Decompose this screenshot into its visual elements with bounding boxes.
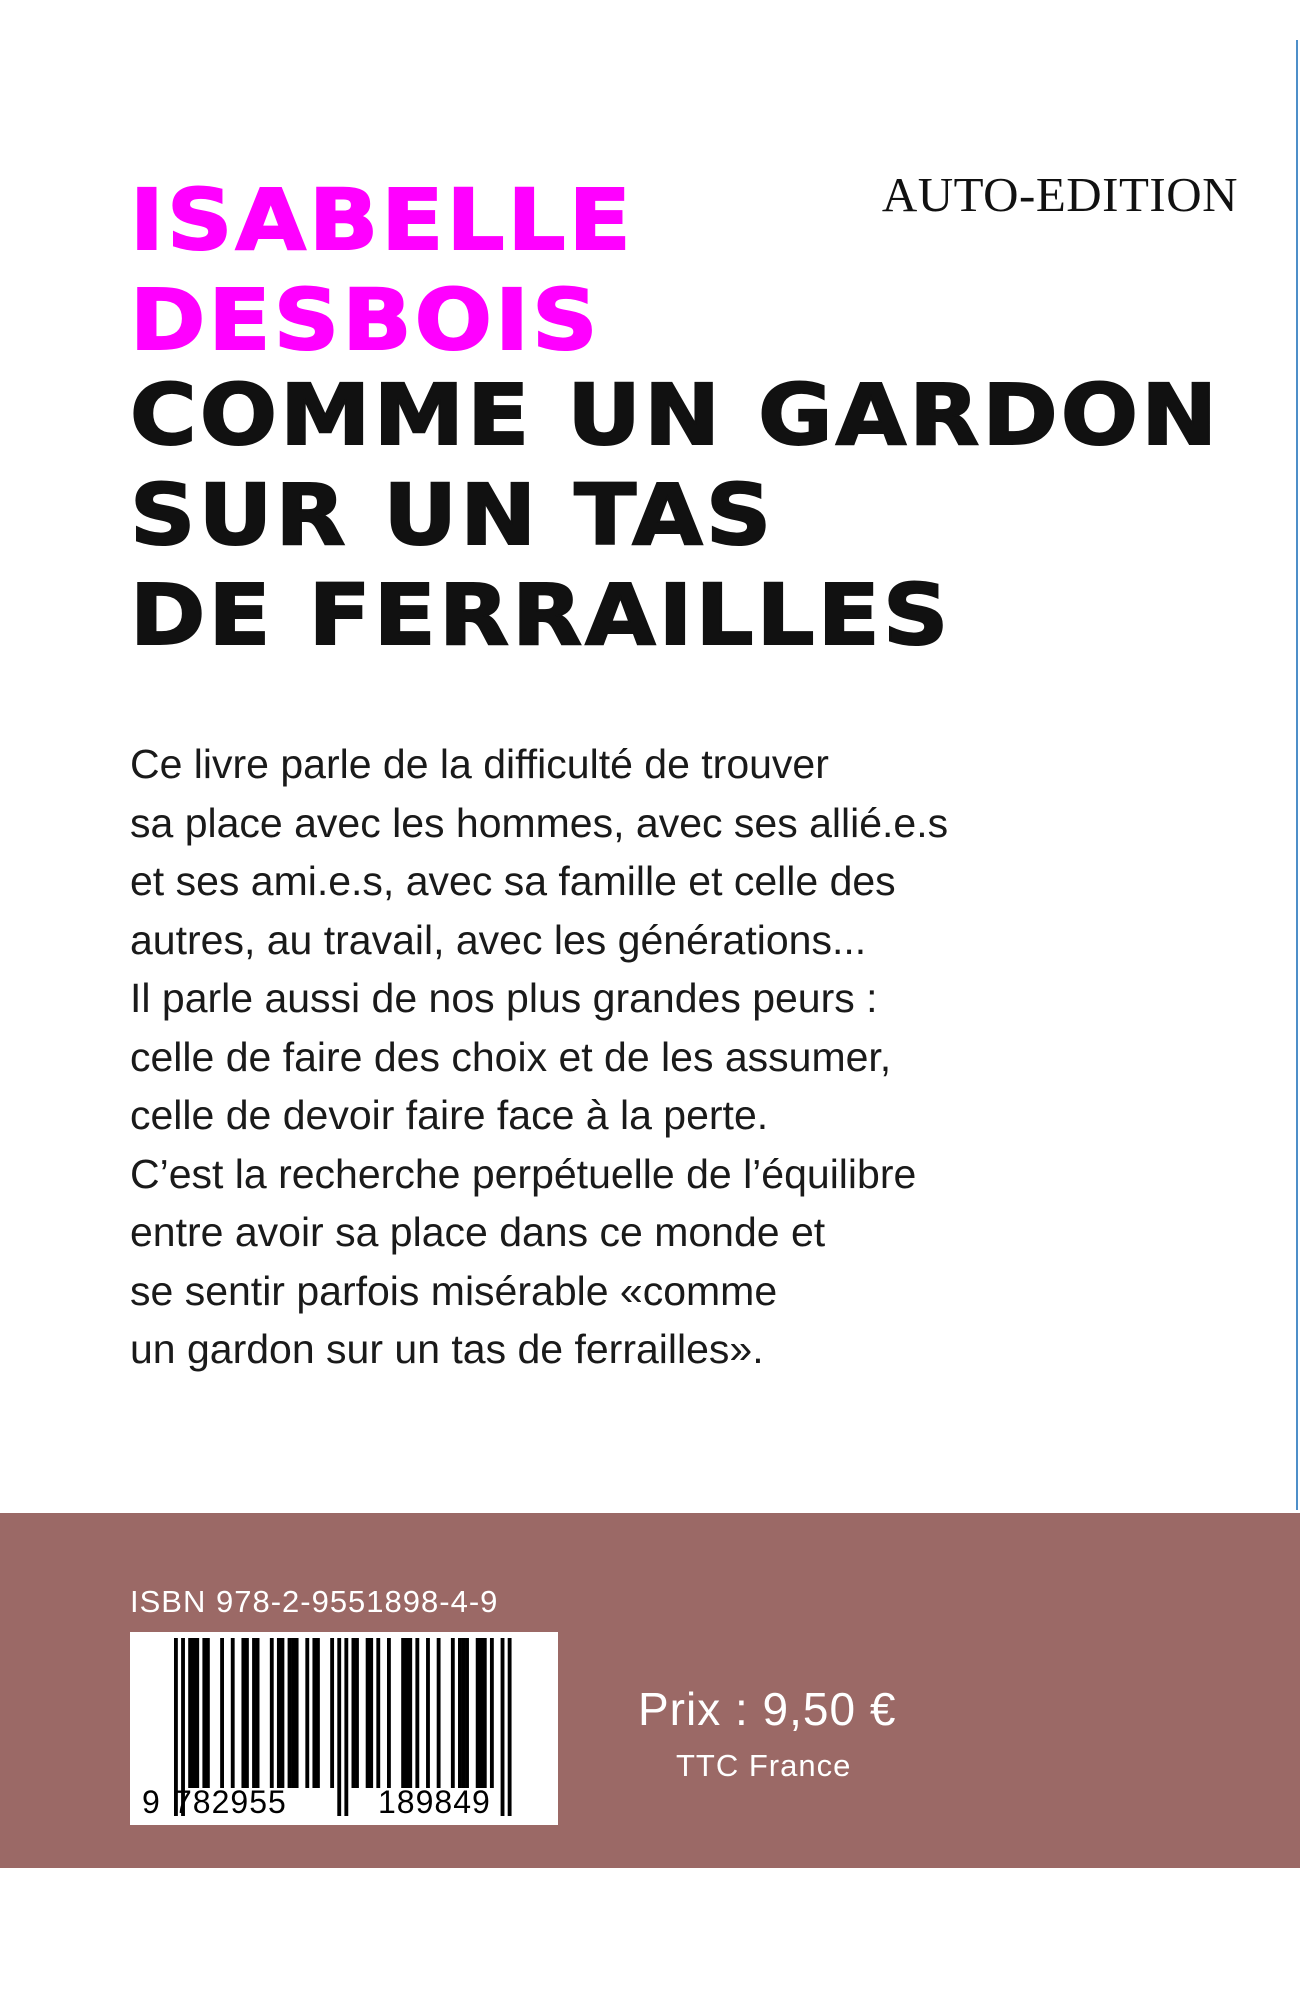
- edge-line: [1296, 40, 1298, 1510]
- barcode-bar: [476, 1638, 480, 1788]
- barcode-bar: [206, 1638, 210, 1788]
- barcode-bar: [195, 1638, 199, 1788]
- barcode-bar: [192, 1638, 196, 1788]
- barcode-bar: [405, 1638, 409, 1788]
- title-line-1: COMME UN GARDON: [130, 366, 1221, 464]
- barcode-bar: [241, 1638, 245, 1788]
- barcode-bar: [245, 1638, 249, 1788]
- blurb-line: entre avoir sa place dans ce monde et: [130, 1209, 826, 1255]
- blurb-line: Ce livre parle de la difficulté de trouver: [130, 741, 829, 787]
- blurb-line: se sentir parfois misérable «comme: [130, 1267, 778, 1314]
- barcode-bar: [479, 1638, 483, 1788]
- barcode-bar: [352, 1638, 356, 1788]
- isbn-label: ISBN 978-2-9551898-4-9: [130, 1584, 499, 1619]
- barcode-right-group: 189849: [378, 1784, 491, 1820]
- barcode-bar: [401, 1638, 405, 1788]
- barcode-bar: [316, 1638, 320, 1788]
- barcode-digits: [130, 1785, 558, 1821]
- barcode-bar: [202, 1638, 206, 1788]
- barcode-bar: [426, 1638, 430, 1788]
- barcode-bar: [291, 1638, 295, 1788]
- barcode-bar: [355, 1638, 359, 1788]
- blurb-line: sa place avec les hommes, avec ses allié.e.s: [130, 799, 949, 846]
- barcode-bar: [387, 1638, 391, 1788]
- barcode-bar: [277, 1638, 281, 1788]
- barcode-bar: [458, 1638, 462, 1788]
- publisher-label: AUTO-EDITION: [881, 167, 1238, 222]
- title-line-2: SUR UN TAS: [130, 466, 775, 564]
- barcode-bar: [281, 1638, 285, 1788]
- barcode-bar: [270, 1638, 274, 1788]
- barcode-bar: [437, 1638, 441, 1788]
- barcode-bar: [408, 1638, 412, 1788]
- barcode-bar: [415, 1638, 419, 1788]
- barcode-bar: [330, 1638, 334, 1788]
- barcode-bar: [252, 1638, 256, 1788]
- blurb-line: celle de devoir faire face à la perte.: [130, 1092, 769, 1138]
- barcode-bar: [366, 1638, 370, 1788]
- barcode-bar: [490, 1638, 494, 1788]
- barcode-bar: [462, 1638, 466, 1788]
- price-note: TTC France: [676, 1748, 852, 1783]
- barcode-bar: [288, 1638, 292, 1788]
- barcode-bar: [483, 1638, 487, 1788]
- author-first-name: ISABELLE: [130, 171, 634, 269]
- book-title: [130, 365, 1220, 665]
- barcode-bar: [451, 1638, 455, 1788]
- barcode-bar: [188, 1638, 192, 1788]
- blurb-line: celle de faire des choix et de les assumer,: [130, 1033, 892, 1080]
- barcode-left-group: 782955: [174, 1784, 287, 1820]
- blurb-line: un gardon sur un tas de ferrailles».: [130, 1326, 764, 1372]
- author-name: [130, 170, 634, 370]
- blurb-line: C’est la recherche perpétuelle de l’équilibre: [130, 1150, 917, 1197]
- title-line-3: DE FERRAILLES: [130, 566, 952, 664]
- blurb-line: et ses ami.e.s, avec sa famille et celle des: [130, 858, 896, 904]
- blurb: [130, 735, 1130, 1379]
- barcode-bar: [369, 1638, 373, 1788]
- barcode-bar: [256, 1638, 260, 1788]
- barcode-bar: [305, 1638, 309, 1788]
- blurb-line: Il parle aussi de nos plus grandes peurs :: [130, 975, 878, 1021]
- barcode-bar: [312, 1638, 316, 1788]
- barcode-bar: [376, 1638, 380, 1788]
- barcode-bar: [465, 1638, 469, 1788]
- author-last-name: DESBOIS: [130, 271, 601, 369]
- barcode-first-digit: 9: [142, 1784, 160, 1820]
- blurb-line: autres, au travail, avec les générations...: [130, 916, 867, 963]
- barcode-bar: [295, 1638, 299, 1788]
- barcode-bar: [220, 1638, 224, 1788]
- price-label: Prix : 9,50 €: [638, 1683, 897, 1735]
- barcode-bar: [231, 1638, 235, 1788]
- barcode: [130, 1632, 558, 1825]
